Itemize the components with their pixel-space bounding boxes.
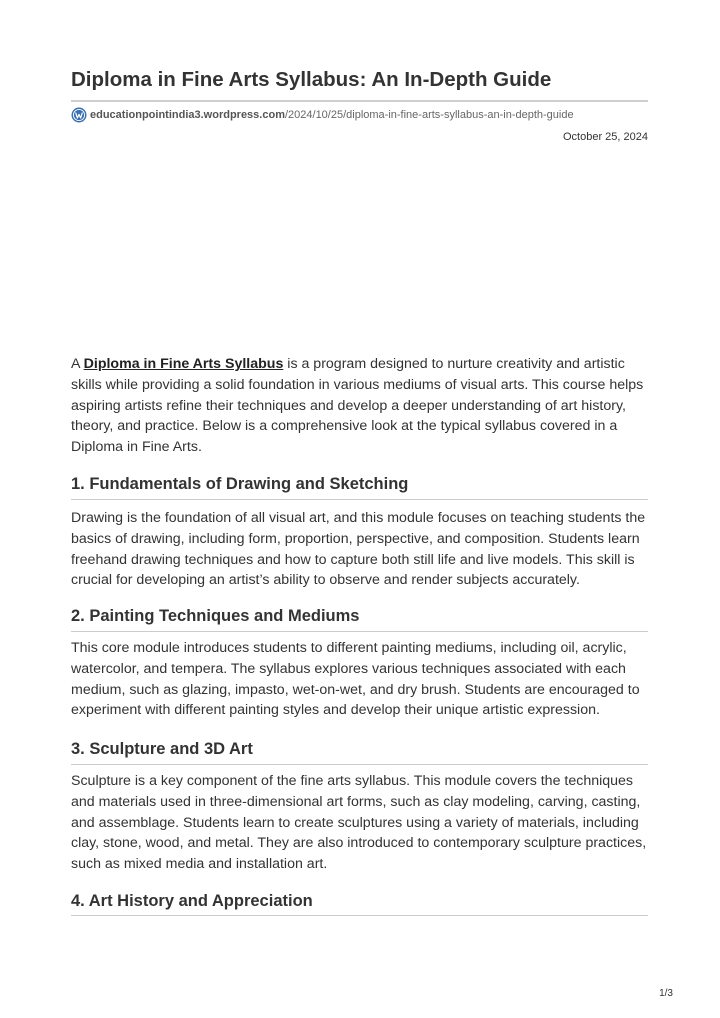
syllabus-link[interactable]: Diploma in Fine Arts Syllabus xyxy=(83,356,284,372)
section-divider xyxy=(71,631,648,632)
section-body-sculpture: Sculpture is a key component of the fine arts syllabus. This module covers the techniques and materials used in three-dimensional art forms, such as clay modeling, carving, casting, and assemblage. Students learn to create sculptures using a variety of materials, including clay, stone, wood, and metal. They are also introduced to contemporary sculpture practices, such as mixed media and installation art. xyxy=(71,773,647,873)
section-heading-sculpture: 3. Sculpture and 3D Art xyxy=(71,740,253,758)
section-body-drawing: Drawing is the foundation of all visual art, and this module focuses on teaching students the basics of drawing, including form, proportion, perspective, and composition. Students learn freehand drawing techniques and how to capture both still life and live models. This skill is crucial for developing an artist’s ability to observe and render subjects accurately. xyxy=(71,510,646,589)
source-line xyxy=(71,106,574,124)
intro-prefix: A xyxy=(71,356,84,372)
section-heading-drawing: 1. Fundamentals of Drawing and Sketching xyxy=(71,475,409,493)
section-divider xyxy=(71,499,648,500)
page-title: Diploma in Fine Arts Syllabus: An In-Depth Guide xyxy=(71,68,552,91)
section-divider xyxy=(71,764,648,765)
intro-paragraph xyxy=(71,354,648,458)
source-domain[interactable]: educationpointindia3.wordpress.com xyxy=(90,109,285,121)
page-number: 1/3 xyxy=(659,988,673,999)
section-body-painting: This core module introduces students to different painting mediums, including oil, acrylic, watercolor, and tempera. The syllabus explores various techniques associated with each medium, such as glazing, impasto, wet-on-wet, and dry brush. Students are encouraged to experiment with different painting styles and develop their unique artistic expression. xyxy=(71,640,640,719)
section-divider xyxy=(71,915,648,916)
section-heading-art-history: 4. Art History and Appreciation xyxy=(71,892,313,910)
publish-date: October 25, 2024 xyxy=(562,131,648,143)
wordpress-logo-icon xyxy=(71,107,87,123)
source-path[interactable]: /2024/10/25/diploma-in-fine-arts-syllabus-an-in-depth-guide xyxy=(284,109,574,121)
title-divider xyxy=(71,100,648,102)
section-heading-painting: 2. Painting Techniques and Mediums xyxy=(71,607,360,625)
intro-rest: is a program designed to nurture creativity and artistic skills while providing a solid foundation in various mediums of visual arts. This course helps aspiring artists refine their techniques and develop a deeper understanding of art history, theory, and practice. Below is a comprehensive look at the typical syllabus covered in a Diploma in Fine Arts. xyxy=(71,356,644,456)
